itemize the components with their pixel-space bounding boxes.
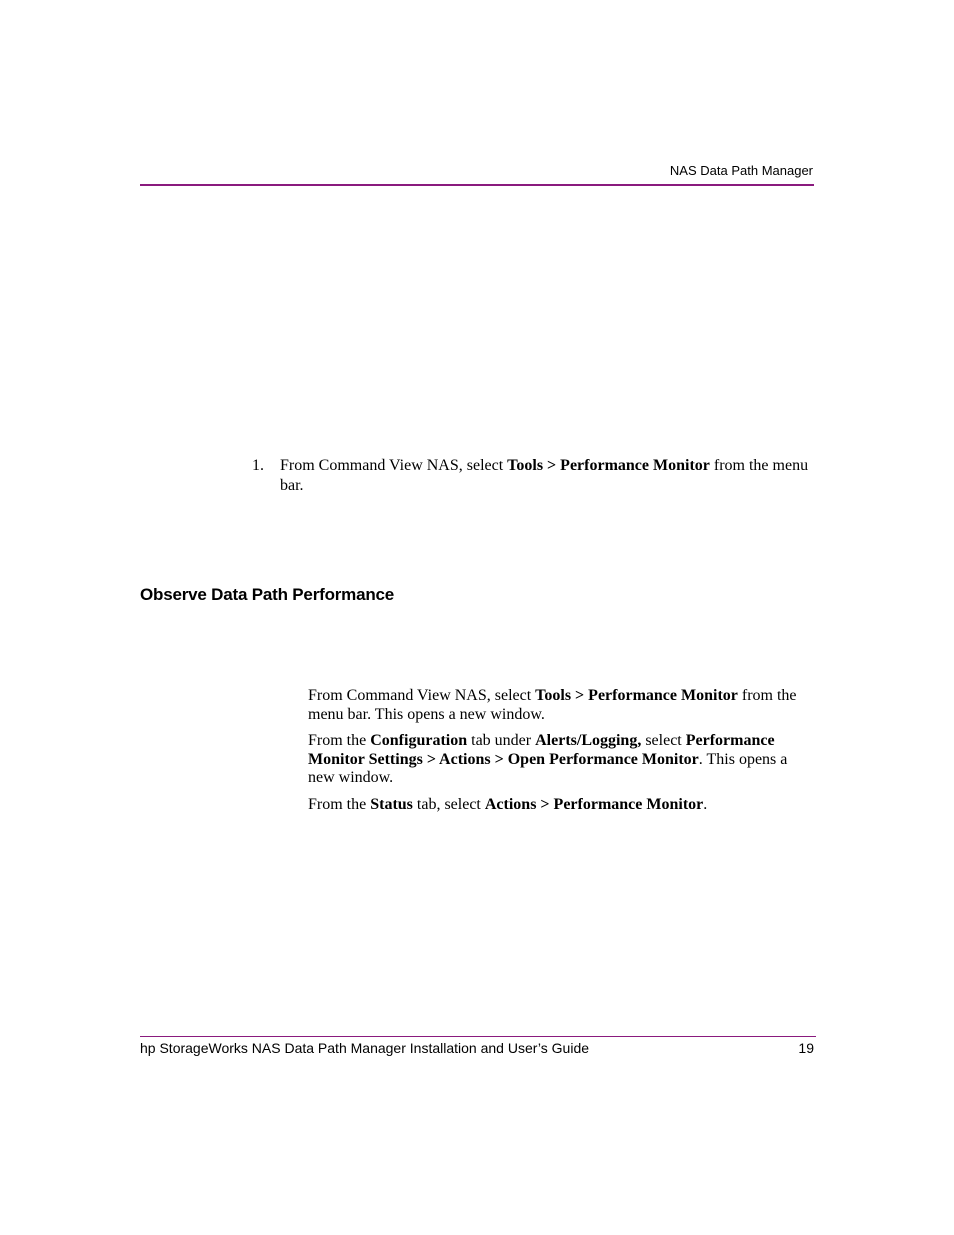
text-part: . <box>703 796 708 813</box>
text-part: From the <box>308 796 371 813</box>
page-number: 19 <box>798 1040 814 1056</box>
section-name: Alerts/Logging, <box>535 732 642 749</box>
tab-name: Status <box>370 796 413 813</box>
text-part: From Command View NAS, select <box>308 687 536 704</box>
menu-path: Actions > Performance Monitor <box>484 796 704 813</box>
step-number: 1. <box>252 457 264 474</box>
paragraph-configuration-tab <box>308 732 814 788</box>
text-part: from the menu bar. This opens a new window. <box>308 687 797 723</box>
paragraph-status-tab <box>308 796 814 815</box>
paragraph-tools-menu <box>308 687 814 724</box>
menu-path: Performance Monitor Settings > Actions > Open Performance Monitor <box>308 732 775 768</box>
header-rule <box>140 184 814 186</box>
text-part: tab, select <box>412 796 485 813</box>
step-1 <box>252 456 812 496</box>
step-text-part: From Command View NAS, select <box>280 457 508 474</box>
step-menu-path: Tools > Performance Monitor <box>507 457 710 474</box>
text-part: select <box>641 732 686 749</box>
section-title: Observe Data Path Performance <box>140 585 395 604</box>
text-part: tab under <box>467 732 536 749</box>
menu-path: Tools > Performance Monitor <box>535 687 738 704</box>
running-header: NAS Data Path Manager <box>669 163 813 178</box>
footer-title: hp StorageWorks NAS Data Path Manager Installation and User’s Guide <box>140 1040 590 1056</box>
text-part: . This opens a new window. <box>308 750 788 786</box>
tab-name: Configuration <box>370 732 468 749</box>
step-text-part: from the menu bar. <box>280 457 809 494</box>
footer-rule <box>140 1036 816 1037</box>
step-text <box>280 456 812 496</box>
text-part: From the <box>308 732 371 749</box>
